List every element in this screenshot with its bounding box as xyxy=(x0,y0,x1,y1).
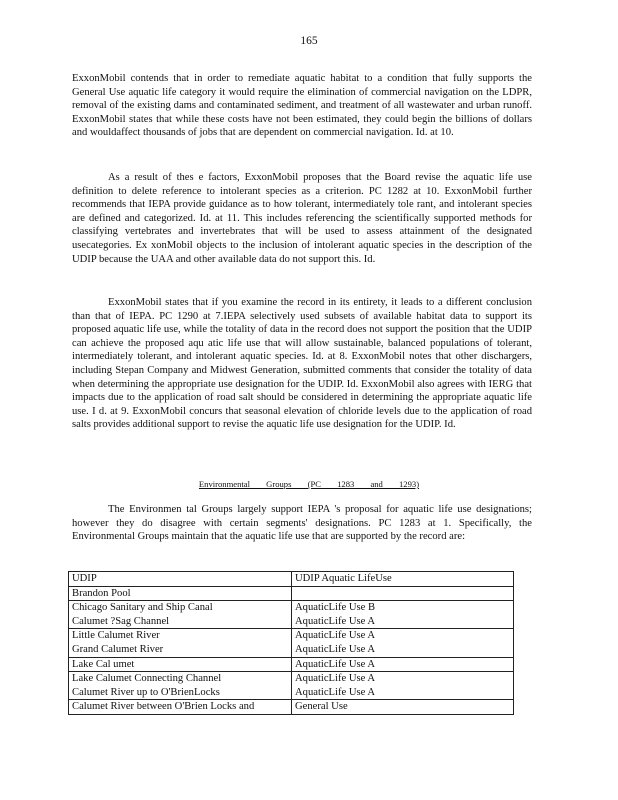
page-number: 165 xyxy=(300,35,318,47)
segment-name: Calumet ?Sag Channel xyxy=(72,615,170,627)
table-row xyxy=(69,586,514,601)
use-designation: AquaticLife Use B xyxy=(295,602,376,614)
use-designation: AquaticLife Use A xyxy=(295,658,376,670)
table-cell-use xyxy=(292,700,514,715)
table-cell-use xyxy=(292,586,514,601)
paragraph-4 xyxy=(72,503,532,544)
segment-name: Brandon Pool xyxy=(72,587,131,599)
table-cell-use xyxy=(292,672,514,700)
use-designation: AquaticLife Use A xyxy=(295,643,376,655)
paragraph-3-text: ExxonMobil states that if you examine the record in its entirety, it leads to a different conclusion than that of IEPA. PC 1290 at 7.IEPA selectively used subsets of available habitat data to support its proposed aquatic life use, while the totality of data in the record does not support the position that the UDIP can achieve the proposed aqu atic life use that will allow sustainable, balanced populations of tolerant, intermediately tolerant, and intolerant aquatic species. Id. at 8. ExxonMobil notes that other dischargers, including Stepan Company and Midwest Generation, submitted comments that consider the totality of data when determining the appropriate use designation for the UDIP. Id. ExxonMobil also agrees with IERG that impacts due to the application of road salt should be considered in determining the appropriate aquatic life use. I d. at 9. ExxonMobil concurs that seasonal elevation of chloride levels due to the application of road salts provides additional support to revise the aquatic life use designation for the UDIP. Id. xyxy=(72,297,532,431)
segment-name: Lake Calumet Connecting Channel xyxy=(72,673,222,685)
table-header-segment: UDIP xyxy=(69,572,292,587)
table-row xyxy=(69,601,514,629)
table-cell-segment xyxy=(69,629,292,657)
segment-name: Calumet River up to O'BrienLocks xyxy=(72,686,220,698)
table-cell-use xyxy=(292,601,514,629)
paragraph-2 xyxy=(72,171,532,266)
udip-use-table xyxy=(68,571,514,715)
segment-name: Little Calumet River xyxy=(72,630,160,642)
table-cell-use xyxy=(292,629,514,657)
use-designation: General Use xyxy=(295,701,348,713)
table-cell-use xyxy=(292,657,514,672)
table-cell-segment xyxy=(69,657,292,672)
segment-name: Chicago Sanitary and Ship Canal xyxy=(72,602,213,614)
use-designation: AquaticLife Use A xyxy=(295,673,376,685)
use-designation: AquaticLife Use A xyxy=(295,686,376,698)
table-cell-segment xyxy=(69,601,292,629)
paragraph-4-text: The Environmen tal Groups largely support IEPA 's proposal for aquatic life use designations; however they do disagree with certain segments' designations. PC 1283 at 1. Specifically, the Environmental Groups maintain that the aquatic life use that are supported by the record are: xyxy=(72,504,532,543)
table-row xyxy=(69,629,514,657)
use-designation: AquaticLife Use A xyxy=(295,615,376,627)
use-designation xyxy=(295,587,510,601)
paragraph-1-text: ExxonMobil contends that in order to remediate aquatic habitat to a condition that fully supports the General Use aquatic life category it would require the elimination of commercial navigation on the LDPR, removal of the existing dams and contaminated sediment, and treatment of all wastewater and urban runoff. ExxonMobil states that while these costs have not been estimated, they could begin the billions of dollars and wouldaffect thousands of jobs that are dependent on commercial navigation. Id. at 10. xyxy=(72,73,532,139)
paragraph-3 xyxy=(72,296,532,432)
table-header-row xyxy=(69,572,514,587)
section-heading: Environmental Groups (PC 1283 and 1293) xyxy=(198,479,420,489)
segment-name: Lake Cal umet xyxy=(72,658,135,670)
paragraph-2-text: As a result of thes e factors, ExxonMobil proposes that the Board revise the aquatic life use definition to delete reference to intolerant species as a criterion. PC 1282 at 10. ExxonMobil further recommends that IEPA provide guidance as to how tolerant, intermediately tole rant, and intolerant species are defined and categorized. Id. at 11. This includes referencing the scientifically supported methods for classifying vertebrates and invertebrates that will be used to assess attainment of the designated usecategories. Ex xonMobil objects to the inclusion of intolerant aquatic species in the description of the UDIP because the UAA and other available data do not support this. Id. xyxy=(72,172,532,265)
table-row xyxy=(69,700,514,715)
segment-name: Calumet River between O'Brien Locks and xyxy=(72,701,255,713)
table-cell-segment xyxy=(69,672,292,700)
table-row xyxy=(69,657,514,672)
paragraph-1 xyxy=(72,72,532,140)
table-cell-segment xyxy=(69,586,292,601)
table-header-use: UDIP Aquatic LifeUse xyxy=(292,572,514,587)
segment-name: Grand Calumet River xyxy=(72,643,164,655)
table-cell-segment xyxy=(69,700,292,715)
table-row xyxy=(69,672,514,700)
use-designation: AquaticLife Use A xyxy=(295,630,376,642)
